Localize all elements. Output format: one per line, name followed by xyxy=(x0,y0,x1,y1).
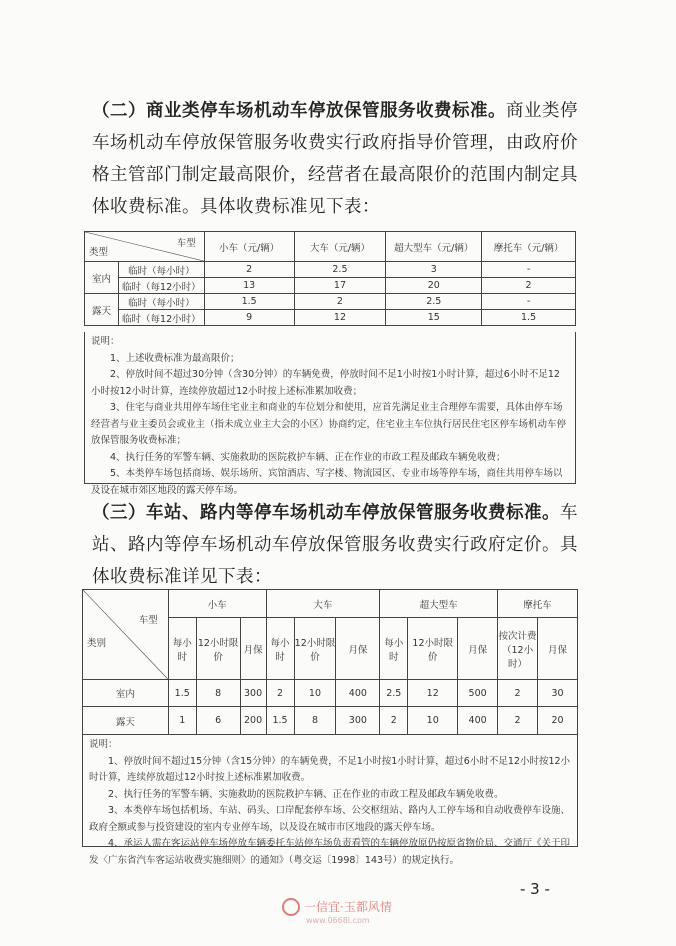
table2-subheader: 12小时限价 xyxy=(196,618,240,680)
table2-cell: 2 xyxy=(380,707,408,735)
section3-heading: （三）车站、路内等停车场机动车停放保管服务收费标准。 xyxy=(92,503,560,523)
table2-cell: 20 xyxy=(538,707,578,735)
table1-col-header: 小车（元/辆） xyxy=(204,232,294,262)
table1-cell: 15 xyxy=(386,310,482,326)
table2-subheader: 月保 xyxy=(336,618,380,680)
section3-body: 车站、路内等停车场机动车停放保管服务收费实行政府定价。具体收费标准详见下表： xyxy=(92,503,578,587)
table2-subheader: 月保 xyxy=(240,618,266,680)
watermark-text: 一信宜·玉都风情 xyxy=(304,900,392,914)
table1-cell: 20 xyxy=(386,278,482,294)
table2-cell: 10 xyxy=(408,707,458,735)
table1-cell: 17 xyxy=(294,278,386,294)
table2-notes xyxy=(82,735,578,866)
table2-cell: 10 xyxy=(294,680,336,707)
table2-cell: 2 xyxy=(498,707,538,735)
station-fee-table xyxy=(82,589,578,735)
table2-group-header: 摩托车 xyxy=(498,590,578,618)
table1-cell: 3 xyxy=(386,262,482,278)
section2-paragraph xyxy=(92,95,582,223)
notes2-label: 说明： xyxy=(89,739,118,750)
table1-cell: 12 xyxy=(294,310,386,326)
section2-heading: （二）商业类停车场机动车停放保管服务收费标准。 xyxy=(92,101,506,121)
table1-cell: 2 xyxy=(482,278,576,294)
notes1-item: 4、执行任务的军警车辆、实施救助的医院救护车辆、正在作业的市政工程及邮政车辆免收费； xyxy=(110,451,506,463)
table2-subheader: 每小时 xyxy=(266,618,294,680)
table1-cell: 2.5 xyxy=(294,262,386,278)
table2-subheader: 12小时限价 xyxy=(408,618,458,680)
table2-group-header: 超大型车 xyxy=(380,590,498,618)
table1-cell: 1.5 xyxy=(482,310,576,326)
table2-cell: 8 xyxy=(294,707,336,735)
notes2-item: 2、执行任务的军警车辆、实施救助的医院救护车辆、正在作业的市政工程及邮政车辆免收费。 xyxy=(108,788,504,800)
notes1-item: 3、住宅与商业共用停车场住宅业主和商业的车位划分和使用，应首先满足业主合理停车需要，具体由停车场经营者与业主委员会或业主（指未成立业主大会的小区）协商约定，住宅业主车位执行居民住宅区停车场机动车停放保管服务收费标准； xyxy=(91,402,567,446)
table1-cell: - xyxy=(482,294,576,310)
notes2-item: 1、停放时间不超过15分钟（含15分钟）的车辆免费，不足1小时按1小时计算，超过6小时不足12小时按12小时计算，连续停放超过12小时按上述标准累加收费。 xyxy=(89,755,571,783)
table1-corner-cell xyxy=(85,232,205,262)
table1-cell: 13 xyxy=(204,278,294,294)
table1-corner-top: 车型 xyxy=(176,238,196,249)
table1-cell: - xyxy=(482,262,576,278)
table2-cell: 300 xyxy=(336,707,380,735)
table2-row-label: 室内 xyxy=(83,680,169,707)
table2-cell: 1.5 xyxy=(266,707,294,735)
table2-cell: 8 xyxy=(196,680,240,707)
notes1-item: 1、上述收费标准为最高限价； xyxy=(110,352,240,364)
table1-row-label: 临时（每小时） xyxy=(118,262,204,278)
table2-subheader: 每小时 xyxy=(168,618,196,680)
table2-cell: 6 xyxy=(196,707,240,735)
table1-cell: 2 xyxy=(204,262,294,278)
table2-cell: 30 xyxy=(538,680,578,707)
table2-cell: 400 xyxy=(336,680,380,707)
page-number: - 3 - xyxy=(520,880,550,898)
table2-corner-bottom: 类别 xyxy=(87,638,107,649)
watermark-logo-icon xyxy=(282,898,300,916)
table1-cell: 2 xyxy=(294,294,386,310)
table2-row-label: 露天 xyxy=(83,707,169,735)
table2-subheader: 月保 xyxy=(458,618,498,680)
notes1-item: 5、本类停车场包括商场、娱乐场所、宾馆酒店、写字楼、物流园区、专业市场等停车场，商住共用停车场以及设在城市郊区地段的露天停车场。 xyxy=(91,468,563,496)
table1-group-label: 室内 xyxy=(85,262,119,294)
table1-row-label: 临时（每12小时） xyxy=(118,278,204,294)
watermark-url: www.0668l.com xyxy=(306,915,370,925)
table2-group-header: 大车 xyxy=(266,590,380,618)
table1-row-label: 临时（每小时） xyxy=(118,294,204,310)
table2-subheader: 按次计费（12小时） xyxy=(498,618,538,680)
table1-col-header: 大车（元/辆） xyxy=(294,232,386,262)
notes2-item: 3、本类停车场包括机场、车站、码头、口岸配套停车场、公交枢纽站、路内人工停车场和自动收费停车设施、政府全额或参与投资建设的室内专业停车场，以及设在城市市区地段的露天停车场。 xyxy=(89,805,571,833)
table2-cell: 2 xyxy=(498,680,538,707)
notes1-item: 2、停放时间不超过30分钟（含30分钟）的车辆免费，停放时间不足1小时按1小时计算，超过6小时不足12小时按12小时计算，连续停放超过12小时按上述标准累加收费； xyxy=(91,369,560,397)
table2-cell: 1 xyxy=(168,707,196,735)
table2-cell: 300 xyxy=(240,680,266,707)
table1-cell: 9 xyxy=(204,310,294,326)
table1-group-label: 露天 xyxy=(85,294,119,326)
notes1-label: 说明： xyxy=(91,336,120,347)
watermark xyxy=(282,896,392,925)
table2-cell: 2 xyxy=(266,680,294,707)
table2-cell: 12 xyxy=(408,680,458,707)
table2-cell: 500 xyxy=(458,680,498,707)
table1-corner-bottom: 类型 xyxy=(89,247,109,258)
notes2-item: 4、承运人需在客运站停车场停放车辆委托车站停车场负责看管的车辆停放原仍按原省物价局、交通厅《关于印发〈广东省汽车客运站收费实施细则〉的通知》（粤交运〔1998〕143号）的规定执行。 xyxy=(89,838,571,866)
table1-notes xyxy=(84,332,576,496)
table2-subheader: 12小时限价 xyxy=(294,618,336,680)
table1-cell: 2.5 xyxy=(386,294,482,310)
section2-body: 商业类停车场机动车停放保管服务收费实行政府指导价管理，由政府价格主管部门制定最高限价，经营者在最高限价的范围内制定具体收费标准。具体收费标准见下表： xyxy=(92,101,578,217)
table2-subheader: 月保 xyxy=(538,618,578,680)
table1-row-label: 临时（每12小时） xyxy=(118,310,204,326)
table2-cell: 2.5 xyxy=(380,680,408,707)
table1-col-header: 超大型车（元/辆） xyxy=(386,232,482,262)
table2-cell: 200 xyxy=(240,707,266,735)
commercial-fee-table xyxy=(84,231,576,326)
table2-group-header: 小车 xyxy=(168,590,266,618)
table1-cell: 1.5 xyxy=(204,294,294,310)
table1-col-header: 摩托车（元/辆） xyxy=(482,232,576,262)
table2-cell: 400 xyxy=(458,707,498,735)
table2-cell: 1.5 xyxy=(168,680,196,707)
table2-corner-cell xyxy=(83,590,169,680)
section3-paragraph xyxy=(92,497,582,593)
table2-corner-top: 车型 xyxy=(138,615,158,626)
table2-subheader: 每小时 xyxy=(380,618,408,680)
